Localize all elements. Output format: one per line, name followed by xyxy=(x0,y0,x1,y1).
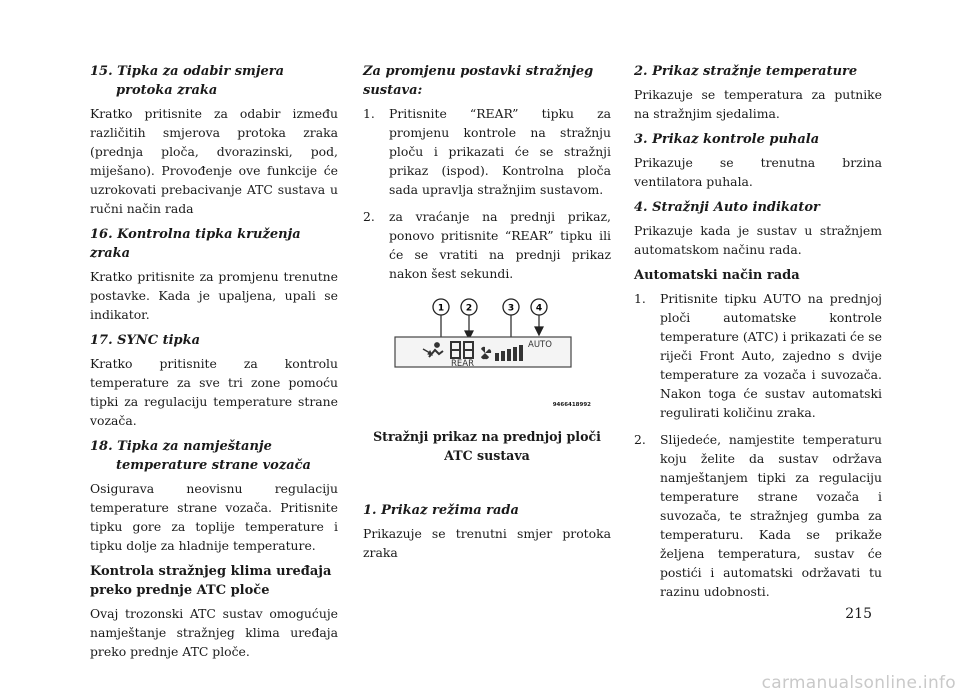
paragraph-blower-control: Prikazuje se trenutna brzina ventilatora puhala. xyxy=(634,155,882,189)
list-item-text: Pritisnite “REAR” tipku za promjenu kontrole na stražnju ploču i prikazati će se stražnji prikaz (ispod). Kontrolna ploča sada upravlja stražnjim sustavom. xyxy=(389,106,611,197)
watermark: carmanualsonline.info xyxy=(761,673,956,693)
figure-caption: Stražnji prikaz na prednjoj ploči ATC sustava xyxy=(373,429,601,463)
callout-number: 1 xyxy=(437,303,445,314)
list-item-text: Slijedeće, namjestite temperaturu koju želite da sustav održava namještanjem tipki za regulaciju temperature strane vozača i suvozača, te stražnjeg gumba za temperaturu. Kada se prikaže željena temperatura, sustav će postići i automatski održavati tu razinu udobnosti. xyxy=(660,432,882,599)
column-left xyxy=(90,62,338,668)
rear-indicator-label: REAR xyxy=(451,359,474,369)
paragraph-rear-auto: Prikazuje kada je sustav u stražnjem automatskom načinu rada. xyxy=(634,223,882,257)
heading-mode-display: 1. Prikaz režima rada xyxy=(363,503,519,518)
rear-display-illustration xyxy=(383,293,593,413)
list-item xyxy=(634,289,882,422)
heading-17: 17. SYNC tipka xyxy=(90,333,201,348)
paragraph-rear-control: Ovaj trozonski ATC sustav omogućuje namještanje stražnjeg klima uređaja preko prednje ATC ploče. xyxy=(90,606,338,659)
heading-16: 16. Kontrolna tipka kruženja zraka xyxy=(90,227,301,261)
heading-18: 18. Tipka za namještanje temperature strane vozača xyxy=(90,439,311,473)
list-item-text: Pritisnite tipku AUTO na prednjoj ploči automatske kontrole temperature (ATC) i prikazati će se riječi Front Auto, zajedno s dvije temperature za vozača i suvozača. Nakon toga će sustav automatski regulirati količinu zraka. xyxy=(660,291,882,420)
column-middle xyxy=(363,62,611,569)
page-number: 215 xyxy=(845,606,872,622)
paragraph-15: Kratko pritisnite za odabir između različitih smjerova protoka zraka (prednja ploča, dvorazinski, pod, miješano). Provođenje ove funkcije će uzrokovati prebacivanje ATC sustava u ručni način rada xyxy=(90,106,338,216)
heading-automatic-mode: Automatski način rada xyxy=(634,268,800,283)
heading-15: 15. Tipka za odabir smjera protoka zraka xyxy=(90,64,285,98)
auto-indicator-label: AUTO xyxy=(528,340,552,350)
list-item xyxy=(363,207,611,283)
list-item xyxy=(363,104,611,199)
callout-number: 4 xyxy=(535,303,543,314)
heading-rear-auto: 4. Stražnji Auto indikator xyxy=(634,200,820,215)
heading-change-settings: Za promjenu postavki stražnjeg sustava: xyxy=(363,64,594,98)
paragraph-18: Osigurava neovisnu regulaciju temperature strane vozača. Pritisnite tipku gore za toplije temperature i tipku dolje za hladnije temperature. xyxy=(90,481,338,553)
list-item-number: 1. xyxy=(363,106,375,121)
column-right xyxy=(634,62,882,609)
heading-rear-control: Kontrola stražnjeg klima uređaja preko prednje ATC ploče xyxy=(90,564,332,598)
paragraph-16: Kratko pritisnite za promjenu trenutne postavke. Kada je upaljena, upali se indikator. xyxy=(90,269,338,322)
list-item-number: 1. xyxy=(634,291,646,306)
paragraph-mode-display: Prikazuje se trenutni smjer protoka zraka xyxy=(363,526,611,560)
figure-code: 9466418992 xyxy=(552,402,591,408)
callout-number: 2 xyxy=(465,303,473,314)
callout-number: 3 xyxy=(507,303,515,314)
paragraph-17: Kratko pritisnite za kontrolu temperature za sve tri zone pomoću tipki za regulaciju temperature strane vozača. xyxy=(90,356,338,428)
list-item xyxy=(634,430,882,601)
paragraph-rear-temperature: Prikazuje se temperatura za putnike na stražnjim sjedalima. xyxy=(634,87,882,121)
list-item-number: 2. xyxy=(634,432,646,447)
rear-display-figure xyxy=(383,293,593,423)
list-item-number: 2. xyxy=(363,209,375,224)
heading-blower-control: 3. Prikaz kontrole puhala xyxy=(634,132,820,147)
list-item-text: za vraćanje na prednji prikaz, ponovo pritisnite “REAR” tipku ili će se vratiti na prednji prikaz nakon šest sekundi. xyxy=(389,209,611,281)
heading-rear-temperature: 2. Prikaz stražnje temperature xyxy=(634,64,858,79)
